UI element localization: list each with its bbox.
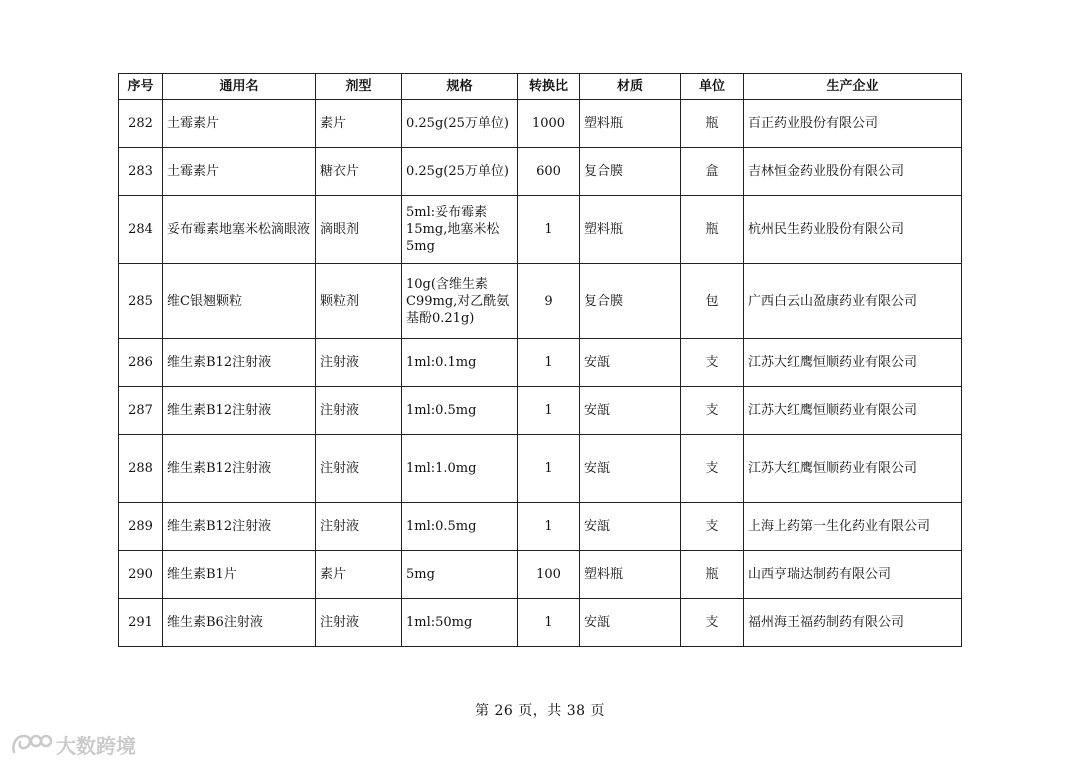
cell-no: 287 xyxy=(119,387,163,435)
cell-material: 复合膜 xyxy=(580,148,681,196)
cell-unit: 瓶 xyxy=(681,196,744,264)
cell-ratio: 100 xyxy=(518,551,580,599)
cell-no: 286 xyxy=(119,339,163,387)
cell-form: 颗粒剂 xyxy=(316,264,402,339)
table-row xyxy=(119,387,962,435)
table-row xyxy=(119,196,962,264)
cell-material: 安瓿 xyxy=(580,387,681,435)
cell-unit: 盒 xyxy=(681,148,744,196)
cell-spec: 10g(含维生素C99mg,对乙酰氨基酚0.21g) xyxy=(402,264,518,339)
cell-name: 土霉素片 xyxy=(163,100,316,148)
cell-form: 素片 xyxy=(316,551,402,599)
cell-material: 复合膜 xyxy=(580,264,681,339)
cell-material: 安瓿 xyxy=(580,435,681,503)
cell-ratio: 1 xyxy=(518,503,580,551)
cell-name: 维生素B12注射液 xyxy=(163,387,316,435)
table-row xyxy=(119,551,962,599)
cell-unit: 支 xyxy=(681,599,744,647)
header-ratio: 转换比 xyxy=(518,74,580,100)
cell-maker: 百正药业股份有限公司 xyxy=(744,100,962,148)
cell-name: 维C银翘颗粒 xyxy=(163,264,316,339)
cell-unit: 支 xyxy=(681,435,744,503)
cell-no: 288 xyxy=(119,435,163,503)
cell-spec: 0.25g(25万单位) xyxy=(402,100,518,148)
table-row xyxy=(119,339,962,387)
cell-form: 注射液 xyxy=(316,339,402,387)
cell-material: 安瓿 xyxy=(580,339,681,387)
cell-spec: 0.25g(25万单位) xyxy=(402,148,518,196)
cell-unit: 支 xyxy=(681,339,744,387)
cell-maker: 江苏大红鹰恒顺药业有限公司 xyxy=(744,339,962,387)
watermark xyxy=(10,730,136,758)
cell-form: 素片 xyxy=(316,100,402,148)
cell-maker: 吉林恒金药业股份有限公司 xyxy=(744,148,962,196)
header-unit: 单位 xyxy=(681,74,744,100)
cell-ratio: 1 xyxy=(518,339,580,387)
cell-name: 维生素B12注射液 xyxy=(163,435,316,503)
cell-ratio: 9 xyxy=(518,264,580,339)
page-number: 第 26 页，共 38 页 xyxy=(475,703,605,719)
brand-logo-icon xyxy=(10,732,52,756)
cell-maker: 广西白云山盈康药业有限公司 xyxy=(744,264,962,339)
cell-maker: 山西亨瑞达制药有限公司 xyxy=(744,551,962,599)
table-row xyxy=(119,264,962,339)
cell-no: 289 xyxy=(119,503,163,551)
cell-form: 滴眼剂 xyxy=(316,196,402,264)
header-name: 通用名 xyxy=(163,74,316,100)
table-row xyxy=(119,599,962,647)
cell-material: 安瓿 xyxy=(580,599,681,647)
cell-unit: 瓶 xyxy=(681,100,744,148)
cell-unit: 包 xyxy=(681,264,744,339)
watermark-text: 大数跨境 xyxy=(56,733,136,758)
table-row xyxy=(119,148,962,196)
cell-form: 注射液 xyxy=(316,599,402,647)
cell-spec: 1ml:0.1mg xyxy=(402,339,518,387)
cell-spec: 1ml:0.5mg xyxy=(402,387,518,435)
cell-name: 维生素B6注射液 xyxy=(163,599,316,647)
cell-ratio: 600 xyxy=(518,148,580,196)
cell-spec: 1ml:50mg xyxy=(402,599,518,647)
cell-maker: 江苏大红鹰恒顺药业有限公司 xyxy=(744,387,962,435)
table-row xyxy=(119,435,962,503)
cell-form: 注射液 xyxy=(316,387,402,435)
cell-ratio: 1000 xyxy=(518,100,580,148)
cell-material: 安瓿 xyxy=(580,503,681,551)
cell-unit: 瓶 xyxy=(681,551,744,599)
table-row xyxy=(119,100,962,148)
cell-name: 土霉素片 xyxy=(163,148,316,196)
cell-no: 284 xyxy=(119,196,163,264)
cell-spec: 1ml:0.5mg xyxy=(402,503,518,551)
cell-ratio: 1 xyxy=(518,435,580,503)
cell-name: 维生素B12注射液 xyxy=(163,503,316,551)
cell-form: 糖衣片 xyxy=(316,148,402,196)
cell-material: 塑料瓶 xyxy=(580,551,681,599)
cell-maker: 福州海王福药制药有限公司 xyxy=(744,599,962,647)
cell-no: 283 xyxy=(119,148,163,196)
cell-name: 维生素B1片 xyxy=(163,551,316,599)
cell-ratio: 1 xyxy=(518,599,580,647)
cell-maker: 江苏大红鹰恒顺药业有限公司 xyxy=(744,435,962,503)
cell-form: 注射液 xyxy=(316,435,402,503)
header-material: 材质 xyxy=(580,74,681,100)
cell-no: 285 xyxy=(119,264,163,339)
cell-name: 妥布霉素地塞米松滴眼液 xyxy=(163,196,316,264)
cell-spec: 5ml:妥布霉素15mg,地塞米松5mg xyxy=(402,196,518,264)
cell-material: 塑料瓶 xyxy=(580,100,681,148)
cell-maker: 杭州民生药业股份有限公司 xyxy=(744,196,962,264)
cell-ratio: 1 xyxy=(518,387,580,435)
header-no: 序号 xyxy=(119,74,163,100)
header-maker: 生产企业 xyxy=(744,74,962,100)
cell-ratio: 1 xyxy=(518,196,580,264)
header-form: 剂型 xyxy=(316,74,402,100)
cell-no: 282 xyxy=(119,100,163,148)
cell-no: 291 xyxy=(119,599,163,647)
cell-material: 塑料瓶 xyxy=(580,196,681,264)
cell-maker: 上海上药第一生化药业有限公司 xyxy=(744,503,962,551)
cell-spec: 5mg xyxy=(402,551,518,599)
table-header-row xyxy=(119,74,962,100)
cell-unit: 支 xyxy=(681,503,744,551)
cell-spec: 1ml:1.0mg xyxy=(402,435,518,503)
product-table xyxy=(118,73,962,647)
cell-name: 维生素B12注射液 xyxy=(163,339,316,387)
header-spec: 规格 xyxy=(402,74,518,100)
cell-form: 注射液 xyxy=(316,503,402,551)
cell-no: 290 xyxy=(119,551,163,599)
table-row xyxy=(119,503,962,551)
cell-unit: 支 xyxy=(681,387,744,435)
